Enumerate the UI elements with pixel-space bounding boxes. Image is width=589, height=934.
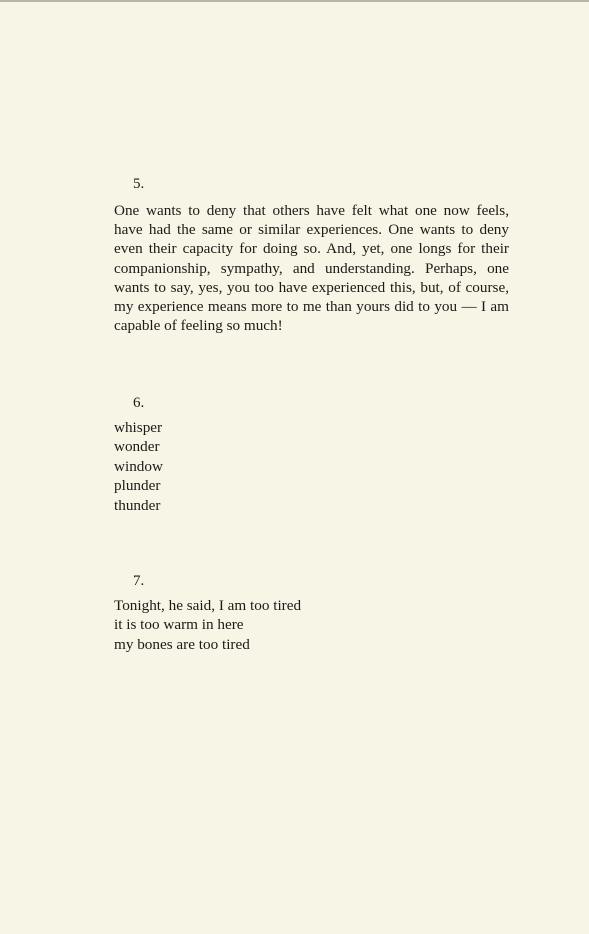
section-7 — [114, 572, 514, 654]
poem-line: it is too warm in here — [114, 616, 244, 634]
poem-line: thunder — [114, 496, 161, 514]
poem-line: window — [114, 457, 163, 475]
section-5 — [114, 175, 514, 335]
section-number: 5. — [133, 176, 145, 192]
poem-line: plunder — [114, 477, 161, 495]
poem-line: Tonight, he said, I am too tired — [114, 597, 302, 614]
section-6 — [114, 394, 514, 515]
section-number: 6. — [133, 395, 145, 411]
poem-line: my bones are too tired — [114, 635, 250, 653]
poem-line: whisper — [114, 419, 163, 436]
section-paragraph: One wants to deny that others have felt what one now feels, have had the same or similar experiences. One wants to deny even their capacity for doing so. And, yet, one longs for their companionship, sympathy, and understanding. Perhaps, one wants to say, yes, you too have experienced this, but, of course, my experience means more to me than yours did to you — I am capable of feeling so much! — [114, 202, 509, 335]
poem-line: wonder — [114, 438, 160, 456]
word-list — [114, 418, 514, 515]
poem-lines — [114, 596, 514, 654]
section-number: 7. — [133, 573, 145, 589]
page-top-edge — [0, 0, 589, 2]
